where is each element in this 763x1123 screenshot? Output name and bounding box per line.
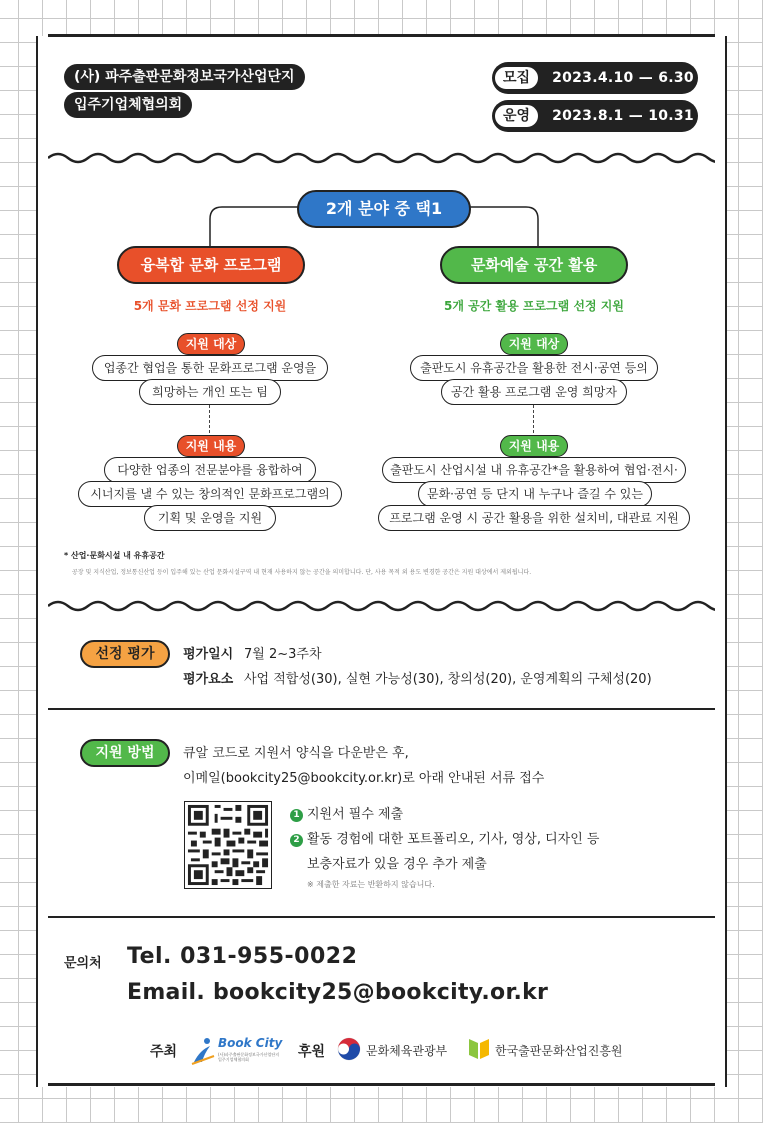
left-content-line3: 기획 및 운영을 지원 [144,505,276,531]
contact-email: Email. bookcity25@bookcity.or.kr [127,980,549,1005]
recruit-period [492,62,698,94]
left-content-line1: 다양한 업종의 전문분야를 융합하여 [104,457,316,483]
wave-divider-2 [48,598,715,614]
agency-name: 한국출판문화산업진흥원 [495,1044,623,1058]
bookcity-logo [190,1036,282,1068]
top-rule [48,34,715,37]
right-content-tag: 지원 내용 [500,435,568,457]
left-target-tag: 지원 대상 [177,333,245,355]
recruit-tag: 모집 [493,65,540,91]
operate-period [492,100,698,132]
bookcity-logo-sub: (사)파주출판문화정보국가산업단지 입주기업체협의회 [218,1052,280,1062]
apply-line1: 큐알 코드로 지원서 양식을 다운받은 후, [183,746,409,761]
apply-item2 [290,828,599,847]
left-dotted-link [209,405,210,433]
choose-one-title: 2개 분야 중 택1 [297,190,471,228]
right-subtitle: 5개 공간 활용 프로그램 선정 지원 [444,299,624,313]
footnote-text: 공장 및 지식산업, 정보통신산업 등이 입주해 있는 산업 문화시설구역 내 현재 사용하지 않는 공간을 의미합니다. 단, 사용 목적 외 용도 변경한 공간은 지원 대상에서 제외됩니다. [72,569,532,576]
evaluation-date-label: 평가일시 [183,647,234,662]
apply-tag: 지원 방법 [80,739,170,767]
apply-line2: 이메일(bookcity25@bookcity.or.kr)로 아래 안내된 서류 접수 [183,771,545,786]
right-target-tag: 지원 대상 [500,333,568,355]
left-content-tag: 지원 내용 [177,435,245,457]
bottom-rule [48,1083,715,1086]
evaluation-date-value: 7월 2~3주차 [244,647,322,662]
operate-dates: 2023.8.1 — 10.31 [552,108,694,124]
apply-note: ※ 제출한 자료는 반환하지 않습니다. [307,880,435,889]
left-target-line2: 희망하는 개인 또는 팀 [139,379,281,405]
divider-apply [48,708,715,710]
left-target-line1: 업종간 협업을 통한 문화프로그램 운영을 [92,355,328,381]
divider-contact [48,916,715,918]
evaluation-criteria-value: 사업 적합성(30), 실현 가능성(30), 창의성(20), 운영계획의 구체성(20) [244,672,652,687]
korea-taegeuk-icon [337,1037,361,1061]
apply-item1 [290,803,403,822]
right-content-line1: 출판도시 산업시설 내 유휴공간*을 활용하여 협업·전시· [382,457,686,483]
org-name-line1: (사) 파주출판문화정보국가산업단지 [64,64,305,90]
number-2-icon: 2 [290,834,303,847]
kpipa-book-icon [467,1035,491,1061]
category-convergence: 융복합 문화 프로그램 [117,246,305,284]
right-content-line2: 문화·공연 등 단지 내 누구나 즐길 수 있는 [418,481,652,507]
apply-item1-text: 지원서 필수 제출 [307,807,404,822]
bookcity-logo-text: Book City [218,1036,283,1050]
evaluation-criteria-label: 평가요소 [183,672,234,687]
apply-item2-line2: 보충자료가 있을 경우 추가 제출 [307,857,487,872]
evaluation-tag: 선정 평가 [80,640,170,668]
left-subtitle: 5개 문화 프로그램 선정 지원 [133,299,287,313]
right-target-line1: 출판도시 유휴공간을 활용한 전시·공연 등의 [410,355,658,381]
support-label: 후원 [298,1044,326,1060]
qr-code-icon[interactable] [184,801,272,889]
contact-label: 문의처 [64,956,102,971]
number-1-icon: 1 [290,809,303,822]
bookcity-figure-icon [190,1036,216,1066]
contact-tel: Tel. 031-955-0022 [127,944,358,969]
right-dotted-link [533,405,534,433]
operate-tag: 운영 [493,103,540,129]
category-space: 문화예술 공간 활용 [440,246,628,284]
wave-divider-1 [48,150,715,166]
host-label: 주최 [150,1044,178,1060]
org-name-line2: 입주기업체협의회 [64,92,192,118]
ministry-name: 문화체육관광부 [366,1044,448,1058]
footnote-title: * 산업·문화시설 내 유휴공간 [64,551,165,560]
recruit-dates: 2023.4.10 — 6.30 [552,70,694,86]
right-content-line3: 프로그램 운영 시 공간 활용을 위한 설치비, 대관료 지원 [378,505,690,531]
apply-item2-text: 활동 경험에 대한 포트폴리오, 기사, 영상, 디자인 등 [307,832,600,847]
right-target-line2: 공간 활용 프로그램 운영 희망자 [441,379,627,405]
left-content-line2: 시너지를 낼 수 있는 창의적인 문화프로그램의 [78,481,342,507]
